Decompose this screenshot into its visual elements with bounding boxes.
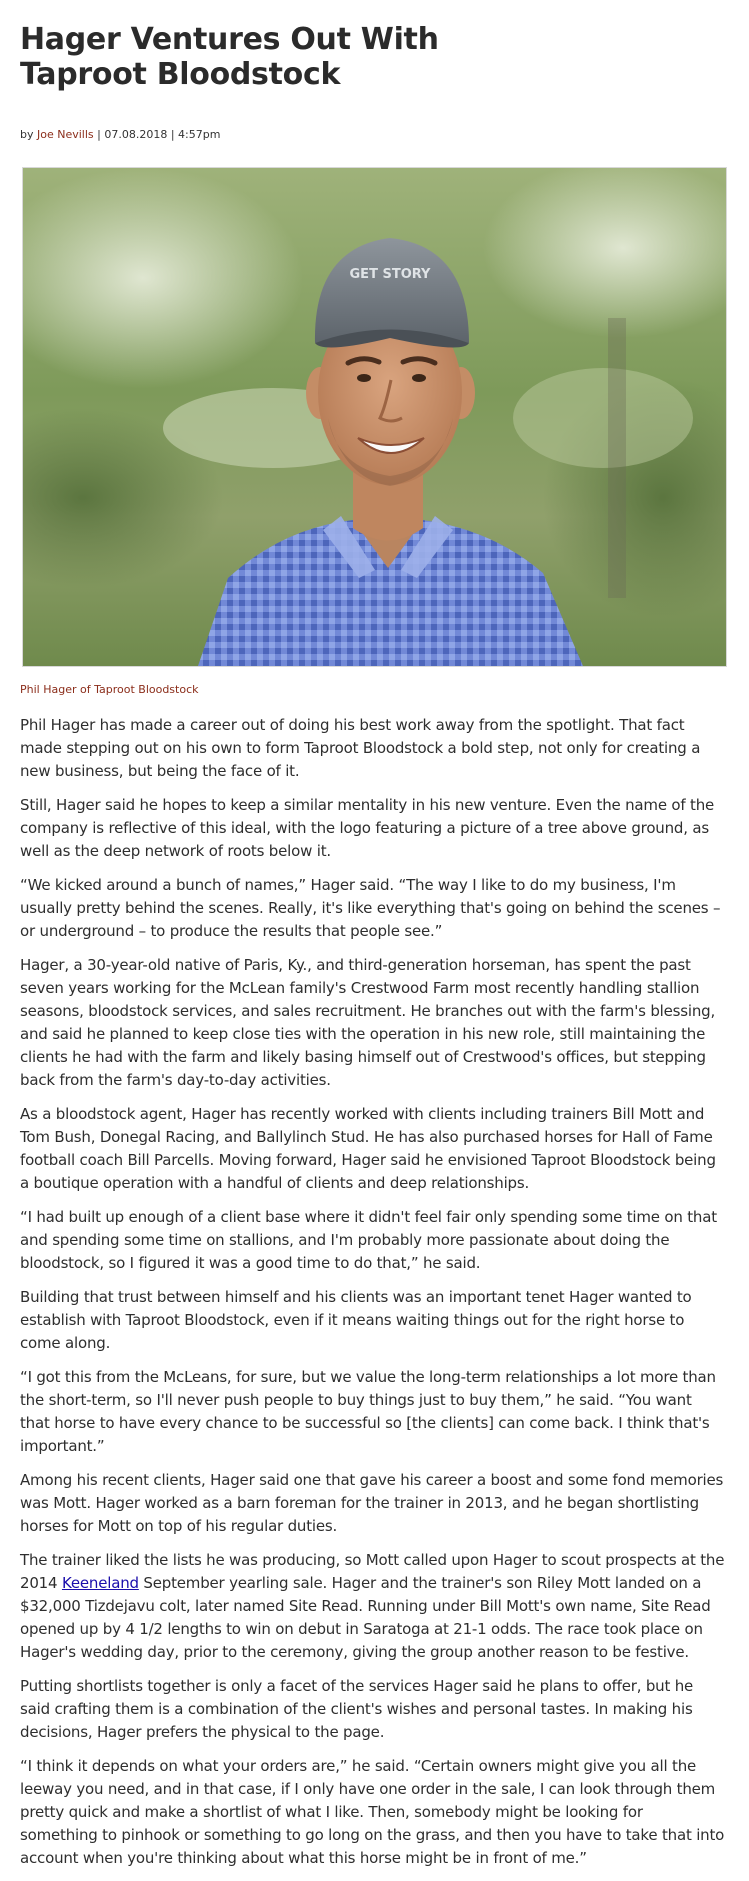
paragraph: “We kicked around a bunch of names,” Hager said. “The way I like to do my business, I'm usually pretty behind the scenes. Really, it's like everything that's going on behind the scenes – or underground – to produce the results that people see.” xyxy=(20,876,721,940)
portrait-illustration xyxy=(23,168,726,666)
paragraph: Still, Hager said he hopes to keep a similar mentality in his new venture. Even the name of the company is reflective of this ideal, with the logo featuring a picture of a tree above ground, as well as the deep network of roots below it. xyxy=(20,796,715,860)
paragraph: Among his recent clients, Hager said one that gave his career a boost and some fond memories was Mott. Hager worked as a barn foreman for the trainer in 2013, and he began shortlisting horses for Mott on top of his regular duties. xyxy=(20,1471,724,1535)
paragraph: Building that trust between himself and his clients was an important tenet Hager wanted to establish with Taproot Bloodstock, even if it means waiting things out for the right horse to come along. xyxy=(20,1288,692,1352)
paragraph: “I had built up enough of a client base where it didn't feel fair only spending some time on that and spending some time on stallions, and I'm probably more passionate about doing the bloodstock, so I figured it was a good time to do that,” he said. xyxy=(20,1208,717,1272)
paragraph-text: The trainer liked the lists he was producing, so Mott called upon Hager to scout prospects at the 2014 xyxy=(20,1551,725,1592)
paragraph: As a bloodstock agent, Hager has recently worked with clients including trainers Bill Mott and Tom Bush, Donegal Racing, and Ballylinch Stud. He has also purchased horses for Hall of Fame football coach Bill Parcells. Moving forward, Hager said he envisioned Taproot Bloodstock being a boutique operation with a handful of clients and deep relationships. xyxy=(20,1105,716,1192)
publish-date: 07.08.2018 xyxy=(104,128,168,141)
keeneland-link[interactable]: Keeneland xyxy=(61,1574,139,1592)
byline-separator: | xyxy=(93,128,105,141)
paragraph: Hager, a 30-year-old native of Paris, Ky., and third-generation horseman, has spent the past seven years working for the McLean family's Crestwood Farm most recently handling stallion seasons, bloodstock services, and sales recruitment. He branches out with the farm's blessing, and said he planned to keep close ties with the operation in his new role, still maintaining the clients he had with the farm and likely basing himself out of Crestwood's offices, but stepping back from the farm's day-to-day activities. xyxy=(20,956,716,1089)
article-photo xyxy=(22,167,727,667)
byline-separator: | xyxy=(167,128,179,141)
article-headline: Hager Ventures Out With Taproot Bloodstock xyxy=(20,22,439,92)
paragraph: Phil Hager has made a career out of doing his best work away from the spotlight. That fact made stepping out on his own to form Taproot Bloodstock a bold step, not only for creating a new business, but being the face of it. xyxy=(20,716,701,780)
byline-prefix: by xyxy=(20,128,37,141)
paragraph: “I think it depends on what your orders are,” he said. “Certain owners might give you all the leeway you need, and in that case, if I only have one order in the sale, I can look through them pretty quick and make a shortlist of what I like. Then, somebody might be looking for something to pinhook or something to go long on the grass, and then you have to take that into account when you're thinking about what this horse might be in front of me.” xyxy=(20,1757,725,1867)
article xyxy=(20,0,725,1867)
byline xyxy=(20,128,725,141)
paragraph xyxy=(20,1549,725,1664)
paragraph: Putting shortlists together is only a facet of the services Hager said he plans to offer, but he said crafting them is a combination of the client's wishes and personal tastes. In making his decisions, Hager prefers the physical to the page. xyxy=(20,1677,694,1741)
article-body xyxy=(20,714,725,1881)
paragraph-text: September yearling sale. Hager and the trainer's son Riley Mott landed on a $32,000 Tizdejavu colt, later named Site Read. Running under Bill Mott's own name, Site Read opened up by 4 1/2 lengths to win on debut in Saratoga at 21-1 odds. The race took place on Hager's wedding day, prior to the ceremony, giving the group another reason to be festive. xyxy=(20,1574,711,1661)
publish-time: 4:57pm xyxy=(178,128,221,141)
cap-lettering: GET STORY xyxy=(349,267,431,282)
photo-caption: Phil Hager of Taproot Bloodstock xyxy=(20,683,199,696)
author-link[interactable]: Joe Nevills xyxy=(37,128,94,141)
paragraph: “I got this from the McLeans, for sure, but we value the long-term relationships a lot more than the short-term, so I'll never push people to buy things just to buy them,” he said. “You want that horse to have every chance to be successful so [the clients] can come back. I think that's important.” xyxy=(20,1368,716,1455)
